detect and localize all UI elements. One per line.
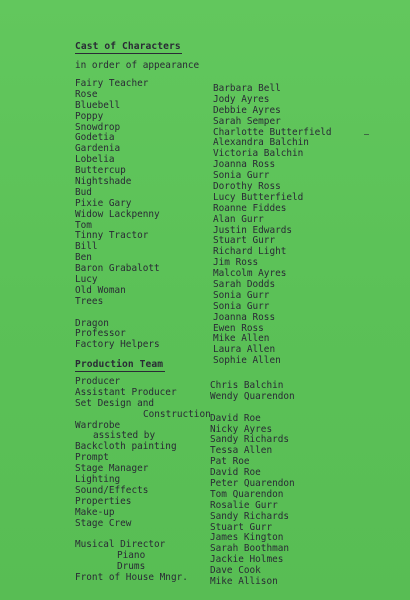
production-member: David Roe xyxy=(210,467,261,479)
cast-actor: Sonia Gurr xyxy=(213,289,270,301)
production-role: Drums xyxy=(117,561,146,573)
cast-actors-column xyxy=(213,84,332,367)
cast-role: Factory Helpers xyxy=(75,339,160,351)
cast-actor: Malcolm Ayres xyxy=(213,268,287,280)
production-member: David Roe xyxy=(210,412,261,424)
production-role: Set Design and xyxy=(75,397,155,409)
ink-mark xyxy=(364,134,369,135)
production-heading: Production Team xyxy=(75,359,164,370)
cast-role: Ben xyxy=(75,252,92,264)
cast-actor: Ewen Ross xyxy=(213,322,264,334)
cast-actor: Debbie Ayres xyxy=(213,104,281,116)
cast-actor: Alan Gurr xyxy=(213,213,264,225)
cast-actor: Joanna Ross xyxy=(213,159,276,171)
production-role: Sound/Effects xyxy=(75,484,149,496)
production-role: Lighting xyxy=(75,474,121,486)
cast-actor: Stuart Gurr xyxy=(213,235,276,247)
production-role: Wardrobe xyxy=(75,419,121,431)
cast-actor: Mike Allen xyxy=(213,333,270,345)
cast-actor: Victoria Balchin xyxy=(213,148,304,160)
cast-role: Bill xyxy=(75,241,98,253)
cast-roles-column xyxy=(75,79,160,351)
production-member: Stuart Gurr xyxy=(210,521,273,533)
production-role: Stage Crew xyxy=(75,517,132,529)
production-roles-column xyxy=(75,377,211,584)
cast-role: Lobelia xyxy=(75,154,115,166)
cast-actor: Justin Edwards xyxy=(213,224,293,236)
cast-role: Bluebell xyxy=(75,99,121,111)
cast-role: Godetia xyxy=(75,132,115,144)
production-role: Construction xyxy=(143,408,211,420)
production-member: Dave Cook xyxy=(210,565,261,577)
cast-role: Pixie Gary xyxy=(75,197,132,209)
cast-actor: Jody Ayres xyxy=(213,93,270,105)
cast-subheading: in order of appearance xyxy=(75,60,200,71)
cast-role: Tom xyxy=(75,219,92,231)
production-role: Properties xyxy=(75,495,132,507)
cast-role: Professor xyxy=(75,328,126,340)
cast-actor: Roanne Fiddes xyxy=(213,202,287,214)
cast-actor: Sarah Dodds xyxy=(213,279,276,291)
cast-actor: Sarah Semper xyxy=(213,115,281,127)
production-member: Wendy Quarendon xyxy=(210,390,295,402)
production-member: Jackie Holmes xyxy=(210,554,284,566)
cast-actor: Joanna Ross xyxy=(213,311,276,323)
cast-role: Lucy xyxy=(75,274,98,286)
cast-actor: Lucy Butterfield xyxy=(213,191,304,203)
production-role: Stage Manager xyxy=(75,463,149,475)
production-member: Sandy Richards xyxy=(210,434,290,446)
production-member: Peter Quarendon xyxy=(210,478,295,490)
cast-heading: Cast of Characters xyxy=(75,41,181,52)
cast-role: Nightshade xyxy=(75,176,132,188)
cast-actor: Charlotte Butterfield xyxy=(213,126,332,138)
cast-role: Rose xyxy=(75,88,98,100)
production-member: Mike Allison xyxy=(210,576,278,588)
cast-actor: Sonia Gurr xyxy=(213,170,270,182)
production-member: Pat Roe xyxy=(210,456,250,468)
production-member: Sandy Richards xyxy=(210,510,290,522)
production-role: Front of House Mngr. xyxy=(75,572,188,584)
production-role: Backcloth painting xyxy=(75,441,177,453)
cast-role: Baron Grabalott xyxy=(75,263,160,275)
cast-actor: Jim Ross xyxy=(213,257,259,269)
cast-actor: Laura Allen xyxy=(213,344,276,356)
production-role: Producer xyxy=(75,376,121,387)
cast-role: Dragon xyxy=(75,317,109,329)
cast-actor: Barbara Bell xyxy=(213,83,281,94)
cast-role: Old Woman xyxy=(75,284,126,296)
cast-role: Widow Lackpenny xyxy=(75,208,160,220)
cast-role: Snowdrop xyxy=(75,121,121,133)
production-role: assisted by xyxy=(93,430,156,442)
production-member: Sarah Boothman xyxy=(210,543,290,555)
production-role: Musical Director xyxy=(75,539,166,551)
production-role: Make-up xyxy=(75,506,115,518)
cast-role: Poppy xyxy=(75,110,104,122)
production-role: Prompt xyxy=(75,452,109,464)
production-member: Rosalie Gurr xyxy=(210,499,278,511)
cast-actor: Dorothy Ross xyxy=(213,181,281,193)
cast-actor: Alexandra Balchin xyxy=(213,137,309,149)
cast-heading-underline xyxy=(75,53,182,54)
spacer xyxy=(75,308,160,319)
production-member: Chris Balchin xyxy=(210,380,284,391)
production-role: Assistant Producer xyxy=(75,386,177,398)
cast-role: Tinny Tractor xyxy=(75,230,149,242)
cast-role: Buttercup xyxy=(75,165,126,177)
cast-role: Trees xyxy=(75,295,104,307)
production-member: Tessa Allen xyxy=(210,445,273,457)
cast-role: Fairy Teacher xyxy=(75,78,149,89)
cast-actor: Sonia Gurr xyxy=(213,300,270,312)
cast-actor: Sophie Allen xyxy=(213,355,281,367)
production-member: James Kington xyxy=(210,532,284,544)
cast-actor: Richard Light xyxy=(213,246,287,258)
cast-role: Bud xyxy=(75,186,92,198)
production-member: Nicky Ayres xyxy=(210,423,273,435)
production-member: Tom Quarendon xyxy=(210,488,284,500)
production-heading-underline xyxy=(75,371,165,372)
production-role: Piano xyxy=(117,550,146,562)
cast-role: Gardenia xyxy=(75,143,121,155)
production-members-column xyxy=(210,381,295,588)
